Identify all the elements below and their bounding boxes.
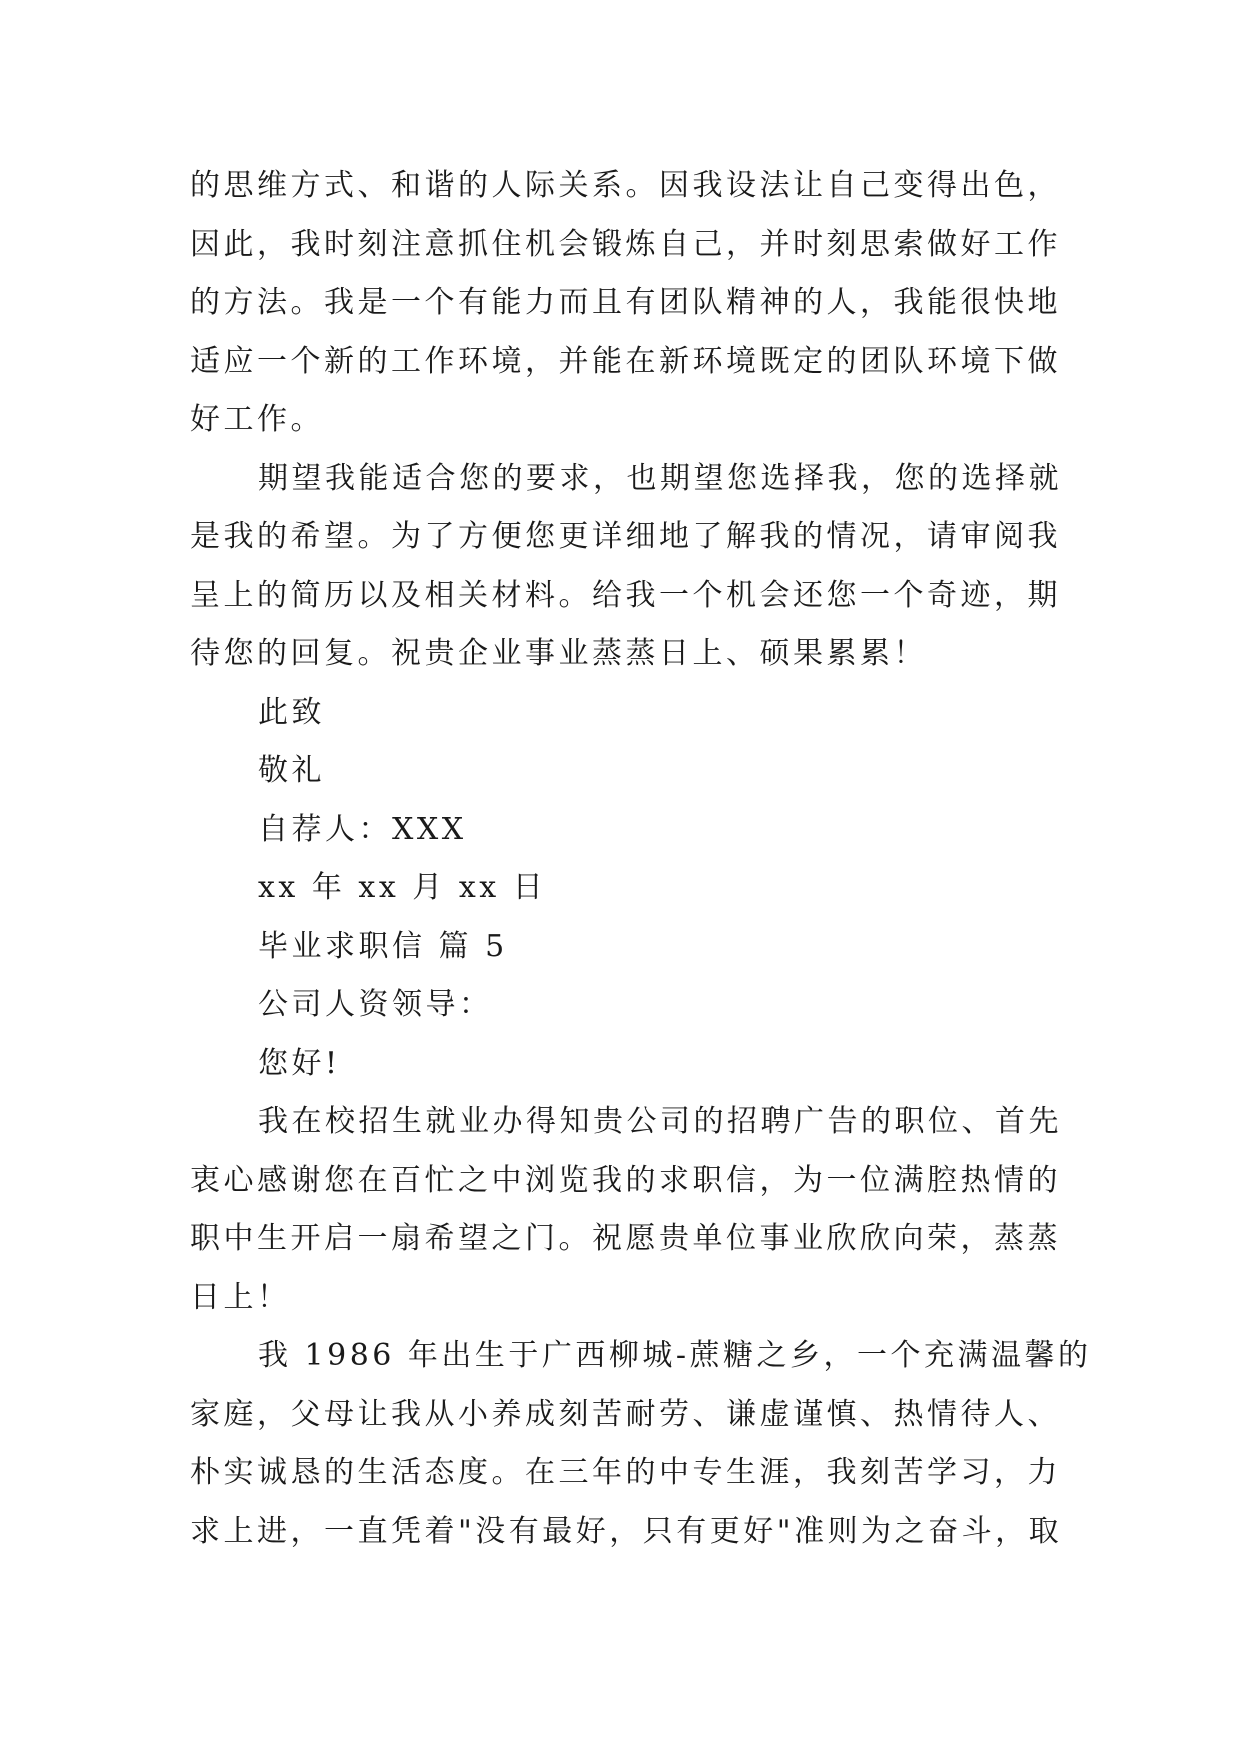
closing-salutation: 此致 [258, 694, 325, 730]
text-line: 因此，我时刻注意抓住机会锻炼自己，并时刻思索做好工作 [190, 226, 1061, 262]
text-line: 的方法。我是一个有能力而且有团队精神的人，我能很快地 [190, 285, 1061, 320]
greeting-line: 您好! [258, 1045, 341, 1081]
document-body [190, 157, 1092, 1561]
text-line: 是我的希望。为了方便您更详细地了解我的情况，请审阅我 [190, 519, 1061, 554]
text-line: 好工作。 [190, 402, 324, 437]
text-line: 适应一个新的工作环境，并能在新环境既定的团队环境下做 [190, 343, 1061, 379]
text-line: 家庭，父母让我从小养成刻苦耐劳、谦虚谨慎、热情待人、 [190, 1396, 1061, 1432]
paragraph-start-line: 我在校招生就业办得知贵公司的招聘广告的职位、首先 [258, 1104, 1062, 1139]
recipient-line: 公司人资领导： [258, 987, 493, 1022]
text-line: 呈上的简历以及相关材料。给我一个机会还您一个奇迹，期 [190, 577, 1061, 613]
section-heading: 毕业求职信 篇 5 [258, 928, 508, 964]
text-line: 待您的回复。祝贵企业事业蒸蒸日上、硕果累累！ [190, 636, 927, 671]
text-line: 求上进，一直凭着"没有最好，只有更好"准则为之奋斗，取 [190, 1513, 1063, 1549]
text-line: 的思维方式、和谐的人际关系。因我设法让自己变得出色， [190, 168, 1061, 203]
text-line: 衷心感谢您在百忙之中浏览我的求职信，为一位满腔热情的 [190, 1162, 1061, 1198]
text-line: 日上！ [190, 1279, 291, 1315]
date-line: xx 年 xx 月 xx 日 [258, 870, 547, 905]
text-line: 朴实诚恳的生活态度。在三年的中专生涯，我刻苦学习，力 [190, 1455, 1061, 1490]
signature-line: 自荐人：XXX [258, 811, 467, 847]
paragraph-start-line: 我 1986 年出生于广西柳城-蔗糖之乡，一个充满温馨的 [258, 1338, 1092, 1373]
text-line: 职中生开启一扇希望之门。祝愿贵单位事业欣欣向荣，蒸蒸 [190, 1221, 1061, 1256]
closing-regards: 敬礼 [258, 753, 325, 788]
paragraph-start-line: 期望我能适合您的要求，也期望您选择我，您的选择就 [258, 460, 1062, 496]
